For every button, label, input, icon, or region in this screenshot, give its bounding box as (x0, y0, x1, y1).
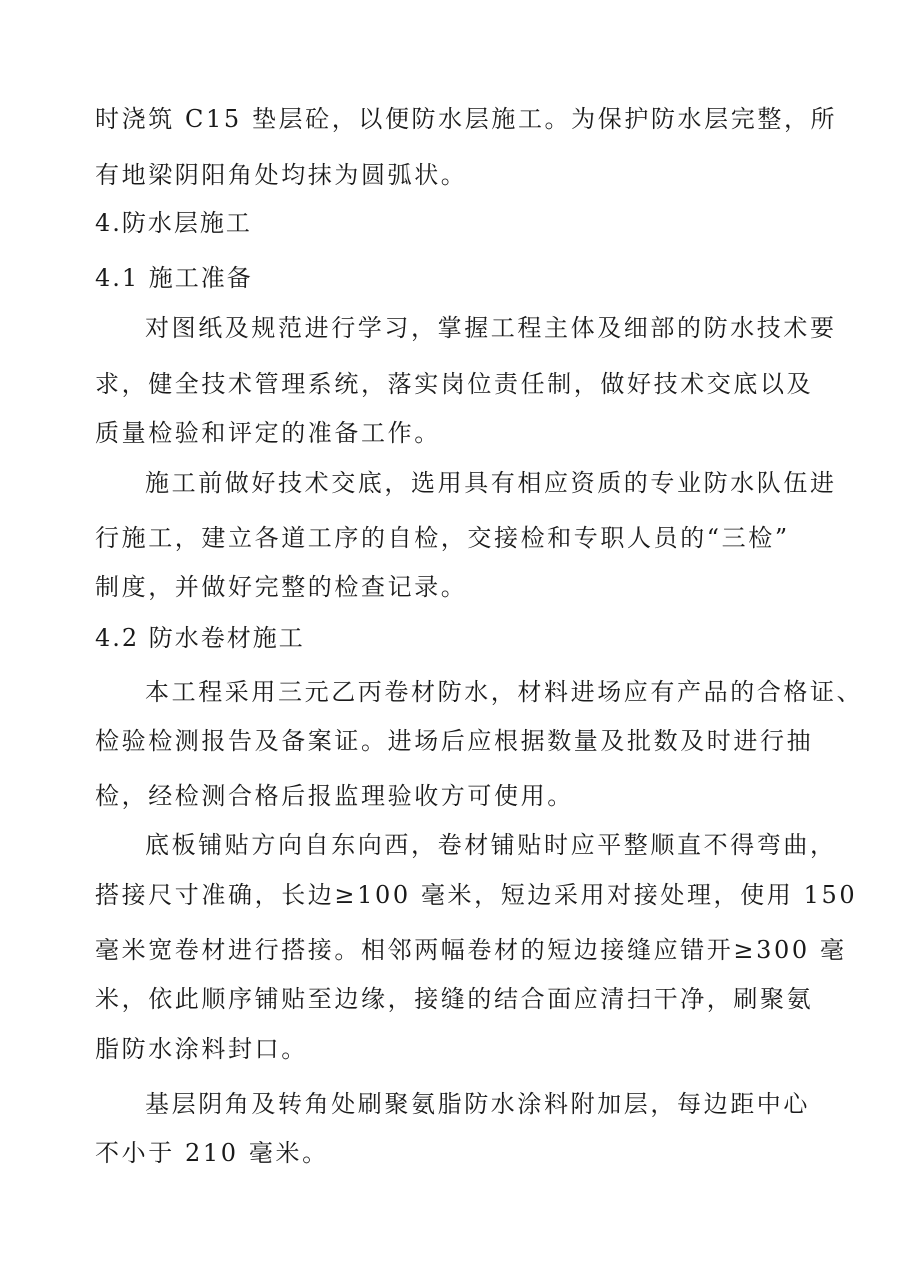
paragraph-line: 基层阴角及转角处刷聚氨脂防水涂料附加层，每边距中心 (145, 1090, 810, 1118)
paragraph-line: 本工程采用三元乙丙卷材防水，材料进场应有产品的合格证、 (145, 678, 864, 706)
paragraph-line: 求，健全技术管理系统，落实岗位责任制，做好技术交底以及 (95, 370, 814, 398)
paragraph-line: 对图纸及规范进行学习，掌握工程主体及细部的防水技术要 (145, 314, 837, 342)
paragraph-line: 米，依此顺序铺贴至边缘，接缝的结合面应清扫干净，刷聚氨 (95, 985, 814, 1013)
paragraph-line: 检，经检测合格后报监理验收方可使用。 (95, 782, 574, 810)
subsection-heading: 4.2 防水卷材施工 (95, 624, 305, 652)
paragraph-line: 搭接尺寸准确，长边≥100 毫米，短边采用对接处理，使用 150 (95, 881, 858, 909)
text-line: 有地梁阴阳角处均抹为圆弧状。 (95, 161, 468, 189)
paragraph-line: 检验检测报告及备案证。进场后应根据数量及批数及时进行抽 (95, 727, 814, 755)
section-heading: 4.防水层施工 (95, 209, 252, 237)
subsection-heading: 4.1 施工准备 (95, 264, 253, 292)
paragraph-line: 行施工，建立各道工序的自检，交接检和专职人员的“三检” (95, 524, 790, 552)
paragraph-line: 不小于 210 毫米。 (95, 1139, 329, 1167)
paragraph-line: 毫米宽卷材进行搭接。相邻两幅卷材的短边接缝应错开≥300 毫 (95, 936, 847, 964)
paragraph-line: 脂防水涂料封口。 (95, 1035, 308, 1063)
paragraph-line: 底板铺贴方向自东向西，卷材铺贴时应平整顺直不得弯曲， (145, 831, 837, 859)
paragraph-line: 制度，并做好完整的检查记录。 (95, 573, 468, 601)
text-line: 时浇筑 C15 垫层砼，以便防水层施工。为保护防水层完整，所 (95, 105, 838, 133)
paragraph-line: 质量检验和评定的准备工作。 (95, 419, 441, 447)
paragraph-line: 施工前做好技术交底，选用具有相应资质的专业防水队伍进 (145, 469, 837, 497)
